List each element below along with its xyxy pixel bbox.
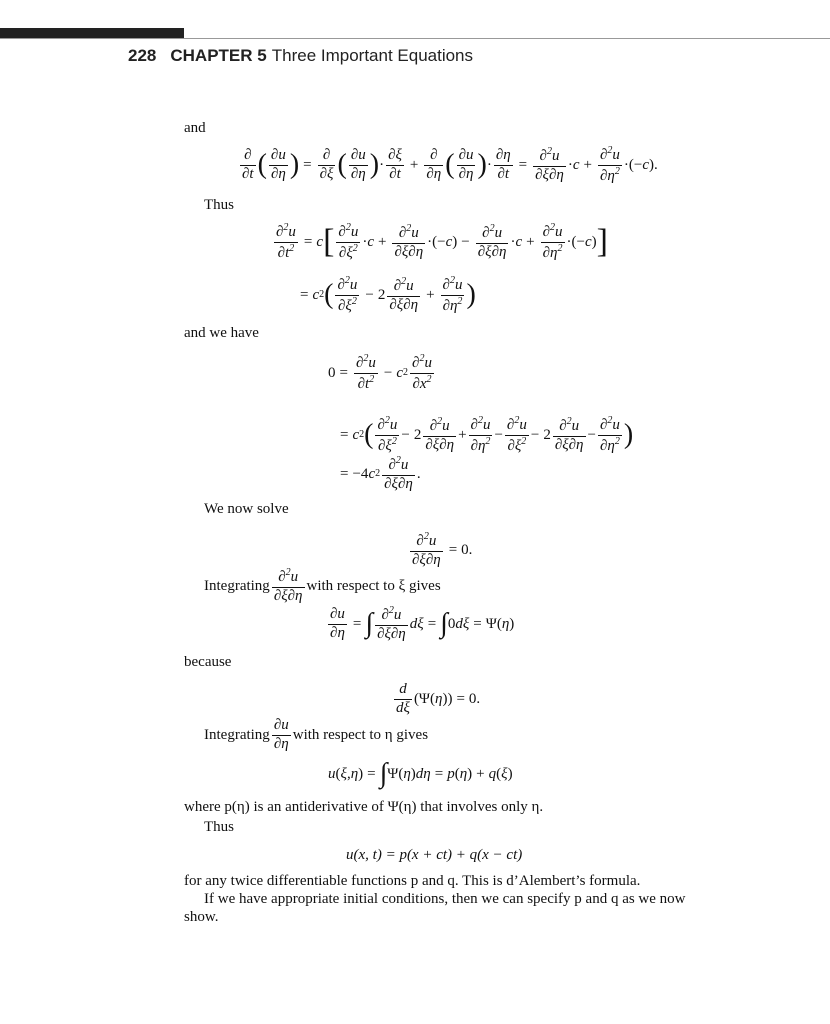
text-thus-1: Thus <box>204 197 234 213</box>
equation-zero-line2: = c 2 ( $\frac{\partial^2u}{\partial\xi^2}$ − 2 $\frac{\partial^2u}{\partial\xi\partial\eta}$ + $\frac{\partial^2u}{\partial\eta^2}$ − $\frac{\partial^2u}{\partial\xi^2}$ − 2 $\frac{\partial^2u}{\partial\xi\partial\eta}$ − $\frac{\partial^2u}{\partial\eta^2}$ ) <box>340 415 634 454</box>
text-and-we-have: and we have <box>184 325 259 341</box>
text-integrating-1: Integrating $\frac{\partial^2u}{\partial\xi\partial\eta}$ with respect to ξ gives <box>204 567 441 604</box>
integrating-1-post: with respect to ξ gives <box>306 577 441 594</box>
page-header <box>128 46 473 66</box>
page-number: 228 <box>128 46 157 65</box>
integrating-2-pre: Integrating <box>204 726 270 743</box>
equation-d2u-dt2-line2: = c 2 ( $\frac{\partial^2u}{\partial\xi^2}$ − 2 $\frac{\partial^2u}{\partial\xi\partial\eta}$ + $\frac{\partial^2u}{\partial\eta^2}$ ) <box>300 275 476 314</box>
equation-u: u ( ξ , η ) = ∫ Ψ( η ) dη = p ( η ) + q ( ξ ) <box>328 758 513 789</box>
equation-because: $\frac{d}{d\xi}$ (Ψ( η )) = 0. <box>396 681 481 716</box>
text-show: show. <box>184 909 219 925</box>
equation-final: u(x, t) = p(x + ct) + q(x − ct) <box>346 847 523 863</box>
equation-zero-line3: = −4 c 2 $\frac{\partial^2u}{\partial\xi\partial\eta}$ . <box>340 455 421 492</box>
text-because: because <box>184 654 232 670</box>
equation-d2u-dt2-line1: $\frac{\partial^2u}{\partial t^2}$ = c [ $\frac{\partial^2u}{\partial\xi^2}$ · c + $\frac{\partial^2u}{\partial\xi\partial\eta}$ ·(− c ) − $\frac{\partial^2u}{\partial\xi\partial\eta}$ · c + $\frac{\partial^2u}{\partial\eta^2}$ ·(− c ) ] <box>276 222 608 261</box>
chapter-title: Three Important Equations <box>271 46 474 65</box>
chapter-label: CHAPTER 5 <box>170 46 267 65</box>
text-if-we-have: If we have appropriate initial conditions, then we can specify p and q as we now <box>204 891 686 907</box>
text-for-any: for any twice differentiable functions p and q. This is d’Alembert’s formula. <box>184 873 641 889</box>
text-thus-2: Thus <box>204 819 234 835</box>
equation-zero-line1: 0 = $\frac{\partial^2u}{\partial t^2}$ − c 2 $\frac{\partial^2u}{\partial x^2}$ <box>328 353 432 392</box>
equation-integrate: $\frac{\partial u}{\partial\eta}$ = ∫ $\frac{\partial^2u}{\partial\xi\partial\eta}$ dξ = ∫ 0 dξ = Ψ( η ) <box>330 605 515 642</box>
text-integrating-2: Integrating $\frac{\partial u}{\partial\eta}$ with respect to η gives <box>204 717 429 752</box>
equation-solve: $\frac{\partial^2u}{\partial\xi\partial\eta}$ = 0. <box>412 531 473 568</box>
text-where-line: where p(η) is an antiderivative of Ψ(η) that involves only η. <box>184 799 544 815</box>
text-and-1: and <box>184 120 206 136</box>
integrating-1-pre: Integrating <box>204 577 270 594</box>
integrating-2-post: with respect to η gives <box>292 726 429 743</box>
text-we-now-solve: We now solve <box>204 501 289 517</box>
equation-dt-deta: $\frac{\partial}{\partial t}$ ( $\frac{\partial u}{\partial\eta}$ ) = $\frac{\partial}{\partial\xi}$ ( $\frac{\partial u}{\partial\eta}$ ) · $\frac{\partial\xi}{\partial t}$ + $\frac{\partial}{\partial\eta}$ ( $\frac{\partial u}{\partial\eta}$ ) · $\frac{\partial\eta}{\partial t}$ = $\frac{\partial^2u}{\partial\xi\partial\eta}$ · c + $\frac{\partial^2u}{\partial\eta^2}$ ·(− c ). <box>242 145 658 184</box>
header-rule <box>0 38 830 39</box>
